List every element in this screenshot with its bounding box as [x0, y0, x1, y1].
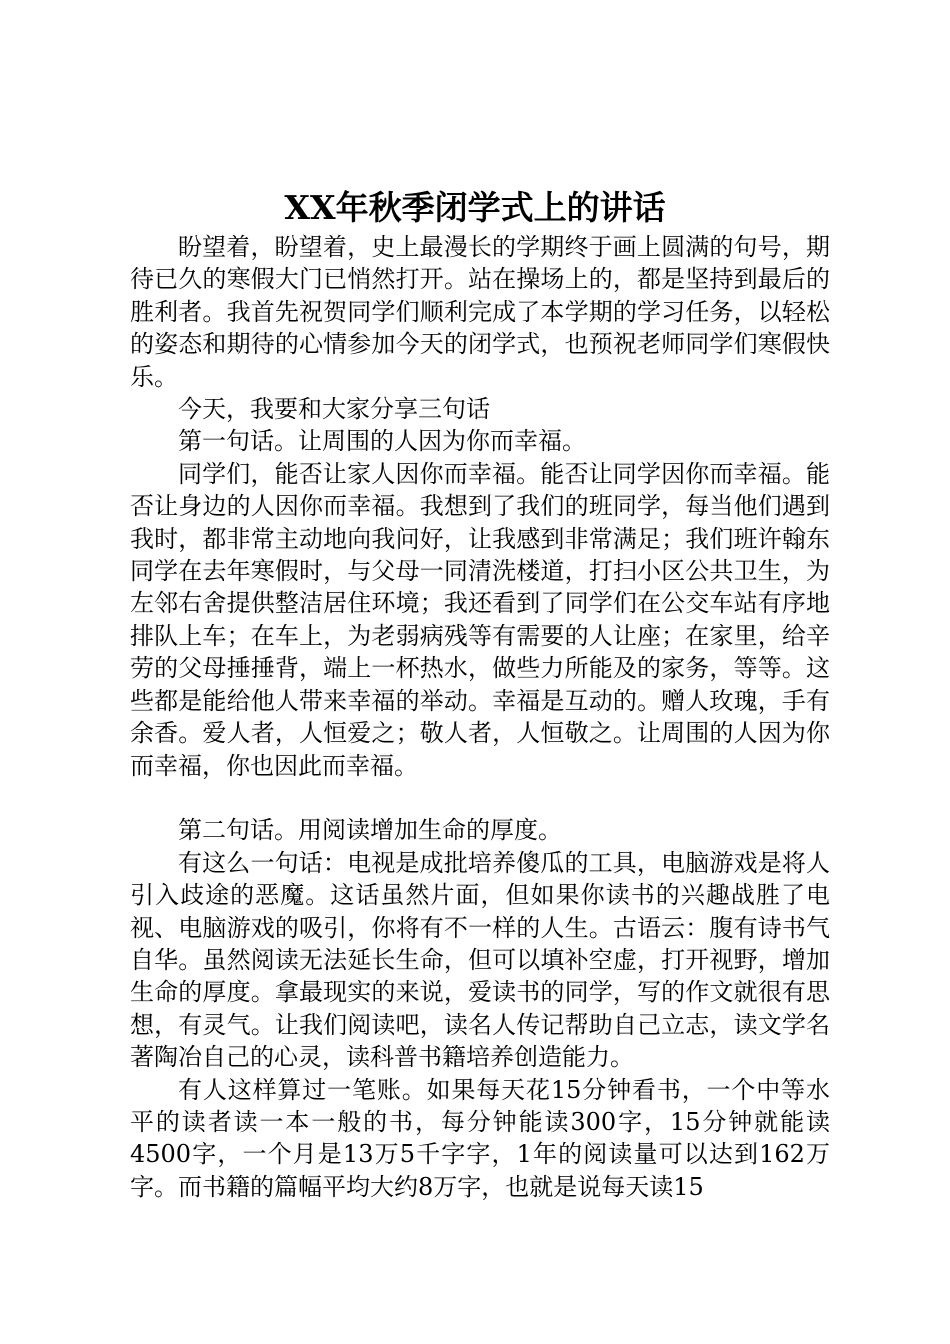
paragraph-second-body: 有这么一句话：电视是成批培养傻瓜的工具，电脑游戏是将人引入歧途的恶魔。这话虽然片面，但如果你读书的兴趣战胜了电视、电脑游戏的吸引，你将有不一样的人生。古语云：腹有诗书气自华。虽然阅读无法延长生命，但可以填补空虚，打开视野，增加生命的厚度。拿最现实的来说，爱读书的同学，写的作文就很有思想，有灵气。让我们阅读吧，读名人传记帮助自己立志，读文学名著陶冶自己的心灵，读科普书籍培养创造能力。 — [130, 848, 830, 1072]
paragraph-reading-math: 有人这样算过一笔账。如果每天花15分钟看书，一个中等水平的读者读一本一般的书，每分钟能读300字，15分钟就能读4500字，一个月是13万5千字字，1年的阅读量可以达到162万字。而书籍的篇幅平均大约8万字，也就是说每天读15 — [130, 1075, 830, 1201]
document-body — [130, 231, 830, 1203]
document-title: XX年秋季闭学式上的讲话 — [284, 188, 666, 227]
paragraph-heading-second: 第二句话。用阅读增加生命的厚度。 — [178, 816, 562, 845]
paragraph-first-body: 同学们，能否让家人因你而幸福。能否让同学因你而幸福。能否让身边的人因你而幸福。我想到了我们的班同学，每当他们遇到我时，都非常主动地向我问好，让我感到非常满足；我们班许翰东同学在去年寒假时，与父母一同清洗楼道，打扫小区公共卫生，为左邻右舍提供整洁居住环境；我还看到了同学们在公交车站有序地排队上车；在车上，为老弱病残等有需要的人让座；在家里，给辛劳的父母捶捶背，端上一杯热水，做些力所能及的家务，等等。这些都是能给他人带来幸福的举动。幸福是互动的。赠人玫瑰，手有余香。爱人者，人恒爱之；敬人者，人恒敬之。让周围的人因为你而幸福，你也因此而幸福。 — [130, 459, 830, 780]
blank-line — [130, 782, 830, 814]
paragraph-heading-first: 第一句话。让周围的人因为你而幸福。 — [178, 427, 586, 456]
paragraph-intro: 盼望着，盼望着，史上最漫长的学期终于画上圆满的句号，期待已久的寒假大门已悄然打开。站在操场上的，都是坚持到最后的胜利者。我首先祝贺同学们顺利完成了本学期的学习任务，以轻松的姿态和期待的心情参加今天的闭学式，也预祝老师同学们寒假快乐。 — [130, 233, 830, 391]
paragraph-announce: 今天，我要和大家分享三句话 — [178, 395, 490, 424]
